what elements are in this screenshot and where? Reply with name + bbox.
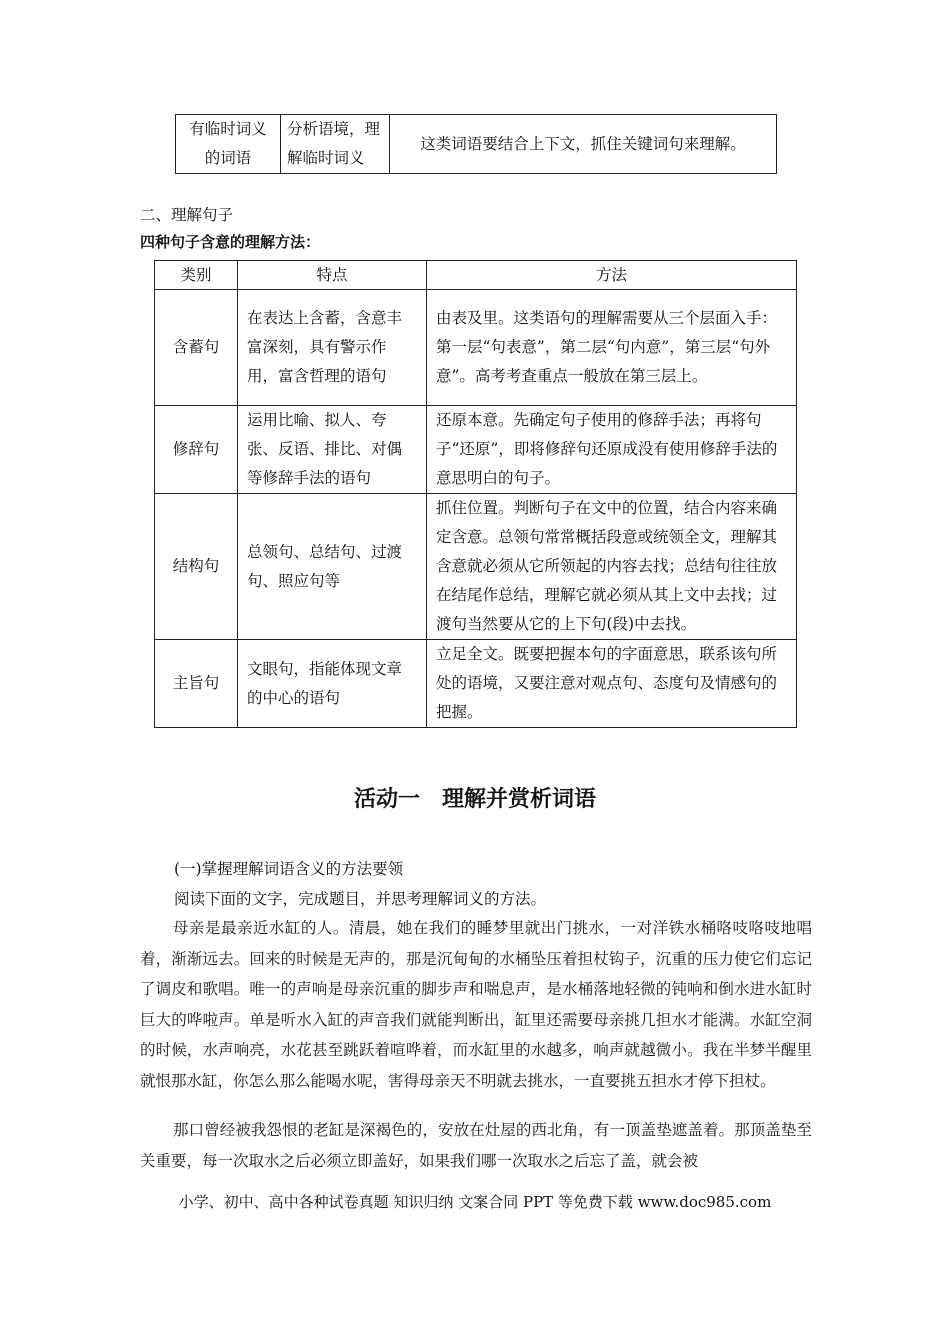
sentence-method-table xyxy=(154,260,797,728)
activity-subheading: (一)掌握理解词语含义的方法要领 xyxy=(174,860,404,878)
table-header-row xyxy=(155,261,797,290)
category-cell: 修辞句 xyxy=(155,406,238,494)
table-cell-feature: 分析语境，理解临时词义 xyxy=(281,115,390,174)
header-feature: 特点 xyxy=(238,261,427,290)
method-cell: 还原本意。先确定句子使用的修辞手法；再将句子“还原”，即将修辞句还原成没有使用修辞手法的意思明白的句子。 xyxy=(427,406,797,494)
method-cell: 立足全文。既要把握本句的字面意思，联系该句所处的语境，又要注意对观点句、态度句及情感句的把握。 xyxy=(427,640,797,728)
section-subheading: 四种句子含意的理解方法： xyxy=(140,233,321,251)
feature-cell: 文眼句，指能体现文章的中心的语句 xyxy=(238,640,427,728)
reading-paragraph-1: 母亲是最亲近水缸的人。清晨，她在我们的睡梦里就出门挑水，一对洋铁水桶咯吱咯吱地唱着，渐渐远去。回来的时候是无声的，那是沉甸甸的水桶坠压着担杖钩子，沉重的压力使它们忘记了调皮和歌唱。唯一的声响是母亲沉重的脚步声和喘息声，是水桶落地轻微的钝响和倒水进水缸时巨大的哗啦声。单是听水入缸的声音我们就能判断出，缸里还需要母亲挑几担水才能满。水缸空洞的时候，水声响亮，水花甚至跳跃着喧哗着，而水缸里的水越多，响声就越微小。我在半梦半醒里就恨那水缸，你怎么那么能喝水呢，害得母亲天不明就去挑水，一直要挑五担水才停下担杖。 xyxy=(140,919,812,1090)
section-heading: 二、理解句子 xyxy=(140,206,234,224)
header-method: 方法 xyxy=(427,261,797,290)
table-row xyxy=(155,640,797,728)
activity-instruction: 阅读下面的文字，完成题目，并思考理解词义的方法。 xyxy=(174,890,547,908)
category-cell: 含蓄句 xyxy=(155,290,238,406)
table-row xyxy=(176,115,777,174)
table-row xyxy=(155,494,797,640)
activity-title: 活动一 理解并赏析词语 xyxy=(353,787,596,812)
method-cell: 由表及里。这类语句的理解需要从三个层面入手：第一层“句表意”，第二层“句内意”，第三层“句外意”。高考考查重点一般放在第三层上。 xyxy=(427,290,797,406)
category-cell: 主旨句 xyxy=(155,640,238,728)
feature-cell: 总领句、总结句、过渡句、照应句等 xyxy=(238,494,427,640)
word-method-table xyxy=(175,114,777,174)
table-row xyxy=(155,290,797,406)
table-row xyxy=(155,406,797,494)
method-cell: 抓住位置。判断句子在文中的位置，结合内容来确定含意。总领句常常概括段意或统领全文，理解其含意就必须从它所领起的内容去找；总结句往往放在结尾作总结，理解它就必须从其上文中去找；过渡句当然要从它的上下句(段)中去找。 xyxy=(427,494,797,640)
category-cell: 结构句 xyxy=(155,494,238,640)
table-cell-method: 这类词语要结合上下文，抓住关键词句来理解。 xyxy=(390,115,777,174)
header-category: 类别 xyxy=(155,261,238,290)
feature-cell: 在表达上含蓄，含意丰富深刻，具有警示作用，富含哲理的语句 xyxy=(238,290,427,406)
table-cell-type: 有临时词义的词语 xyxy=(176,115,281,174)
reading-paragraph-2: 那口曾经被我怨恨的老缸是深褐色的，安放在灶屋的西北角，有一顶盖垫遮盖着。那顶盖垫至关重要，每一次取水之后必须立即盖好，如果我们哪一次取水之后忘了盖，就会被 xyxy=(140,1121,812,1170)
feature-cell: 运用比喻、拟人、夸张、反语、排比、对偶等修辞手法的语句 xyxy=(238,406,427,494)
page-footer: 小学、初中、高中各种试卷真题 知识归纳 文案合同 PPT 等免费下载 www.doc985.com xyxy=(178,1193,772,1211)
